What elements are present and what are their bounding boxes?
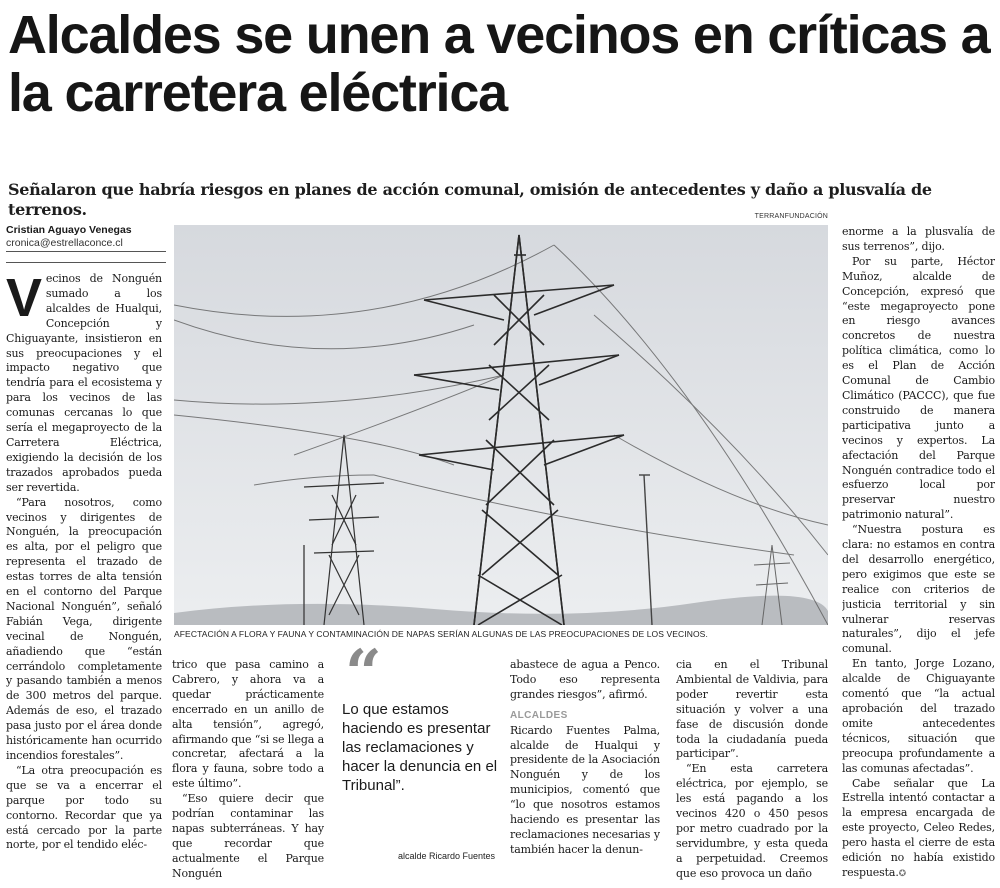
paragraph: En tanto, Jorge Lozano, alcalde de Chiguayante comentó que “la actual aprobación del trazado omite antecedentes técnicos, situación que preocupa profundamente a las comunas afectadas”. bbox=[842, 657, 995, 775]
article-column-1 bbox=[6, 272, 162, 888]
headline: Alcaldes se unen a vecinos en críticas a la carretera eléctrica bbox=[8, 5, 990, 123]
photo-credit: TERRANFUNDACIÓN bbox=[754, 213, 828, 220]
paragraph: “Eso quiere decir que podrían contaminar las napas subterráneas. Y hay que recordar que actualmente el Parque Nonguén bbox=[172, 792, 324, 880]
article-column-2 bbox=[172, 658, 324, 888]
drop-cap: V bbox=[6, 272, 42, 328]
closing-text: Cabe señalar que La Estrella intentó contactar a la empresa encargada de este proyecto, Celeo Redes, pero hasta el cierre de esta edición no había existido respuesta. bbox=[842, 776, 995, 879]
paragraph: enorme a la plusvalía de sus terrenos”, dijo. bbox=[842, 225, 995, 253]
author-email: cronica@estrellaconce.cl bbox=[6, 237, 123, 249]
quote-mark-icon: “ bbox=[345, 636, 382, 711]
subtitle: Señalaron que habría riesgos en planes de acción comunal, omisión de antecedentes y daño a plusvalía de terrenos. bbox=[8, 180, 932, 219]
power-towers-illustration bbox=[174, 225, 828, 625]
photo-caption: AFECTACIÓN A FLORA Y FAUNA Y CONTAMINACIÓN DE NAPAS SERÍAN ALGUNAS DE LAS PREOCUPACIONES DE LOS VECINOS. bbox=[174, 629, 708, 639]
byline bbox=[6, 224, 166, 250]
paragraph: “Para nosotros, como vecinos y dirigentes de Nonguén, la preocupación es alta, por el peligro que representa el trazado de estas torres de alta tensión en el contorno del Parque Nacional Nonguén”, señaló Fabián Vega, dirigente vecinal de Nonguén, añadiendo que “están cerrándolo completamente y pasando también a menos de 300 metros del parque. Además de eso, el trazado pasa justo por el área donde históricamente han ocurrido incendios forestales”. bbox=[6, 495, 162, 762]
paragraph: Por su parte, Héctor Muñoz, alcalde de Concepción, expresó que “este megaproyecto pone en riesgo avances concretos de nuestra política climática, como lo es el Plan de Acción Comunal de Cambio Climático (PACCC), que fue construido de manera participativa junto a vecinos y expertos. La afectación del Parque Nonguén contradice todo el esfuerzo local por preservar nuestro patrimonio natural”. bbox=[842, 254, 995, 522]
end-mark-icon: ✪ bbox=[898, 868, 907, 879]
paragraph: “En esta carretera eléctrica, por ejemplo, se les está pagando a los vecinos 420 o 450 pesos por metro cuadrado por la servidumbre, y esta queda a perpetuidad. Creemos que eso provoca un daño bbox=[676, 762, 828, 880]
paragraph: “Nuestra postura es clara: no estamos en contra del desarrollo energético, pero exigimos que este se realice con criterios de justicia territorial y sin vulnerar reservas naturales”, dijo el jefe comunal. bbox=[842, 523, 995, 656]
paragraph: “La otra preocupación es que se va a encerrar el parque por todo su contorno. Recordar que ya está cercado por la parte norte, por el tendido eléc- bbox=[6, 763, 162, 852]
article-photo bbox=[174, 225, 828, 625]
byline-divider-lower bbox=[6, 262, 166, 263]
paragraph bbox=[842, 777, 995, 882]
lead-text: ecinos de Nonguén sumado a los alcaldes de Hualqui, Concepción y Chiguayante, insistieron en sus preocupaciones y el impacto negativo que tendría para el ecosistema y para los vecinos de las comunas cercanas lo que sería el megaproyecto de la Carretera Eléctrica, exigiendo la decisión de los trazados aprobados pueda ser revertida. bbox=[6, 272, 162, 494]
article-column-4 bbox=[510, 658, 660, 888]
paragraph: Ricardo Fuentes Palma, alcalde de Hualqui y presidente de la Asociación Nonguén y de los municipios, comentó que “lo que nosotros estamos haciendo es presentar las reclamaciones necesarias y también hacer la denun- bbox=[510, 723, 660, 856]
paragraph: abastece de agua a Penco. Todo eso representa grandes riesgos”, afirmó. bbox=[510, 658, 660, 701]
lead-paragraph bbox=[6, 272, 162, 496]
pull-quote: Lo que estamos haciendo es presentar las reclamaciones y hacer la denuncia en el Tribunal”. bbox=[342, 701, 498, 794]
article-column-5 bbox=[676, 658, 828, 888]
pull-quote-author: alcalde Ricardo Fuentes bbox=[397, 851, 495, 861]
paragraph: trico que pasa camino a Cabrero, y ahora va a quedar prácticamente encerrado en un anillo de alta tensión”, agregó, afirmando que “si se llega a concretar, afectará a la flora y fauna, sobre todo a este último”. bbox=[172, 658, 324, 791]
section-label: ALCALDES bbox=[510, 709, 568, 721]
byline-divider bbox=[6, 251, 166, 252]
paragraph: cia en el Tribunal Ambiental de Valdivia, para poder revertir esta situación y volver a una fase de discusión donde toda la ciudadanía pueda participar”. bbox=[676, 658, 828, 761]
article-column-6 bbox=[842, 225, 995, 888]
author-name: Cristian Aguayo Venegas bbox=[6, 224, 132, 236]
